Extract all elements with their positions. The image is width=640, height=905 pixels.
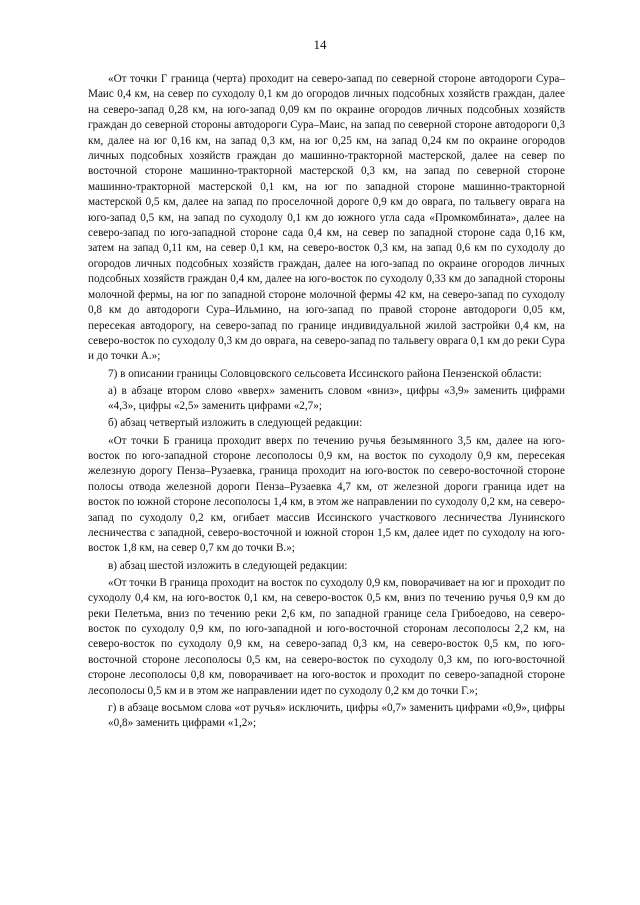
page-number: 14 [313,37,327,52]
paragraph-item-7g: г) в абзаце восьмом слова «от ручья» исключить, цифры «0,7» заменить цифрами «0,9», цифры «0,8» заменить цифрами «1,2»; [108,701,565,730]
paragraph-item-7b: б) абзац четвертый изложить в следующей редакции: [108,417,363,430]
document-body [88,72,565,732]
paragraph-item-7v: в) абзац шестой изложить в следующей редакции: [108,559,348,572]
paragraph-boundary-point-b: «От точки Б граница проходит вверх по течению ручья безымянного 3,5 км, далее на юго-восток по юго-западной стороне лесополосы 0,9 км, на восток по суходолу 0,9 км, пересекая железную дорогу Пенза–Рузаевка, граница проходит на юго-восток по северо-восточной стороне полосы отвода железной дороги Пенза–Рузаевка 4,7 км, от железной дороги граница идет на восток по южной стороне лесополосы 1,4 км, в этом же направлении по суходолу 0,2 км, на северо-запад по суходолу 0,2 км, огибает массив Иссинского участкового лесничества Лунинского лесничества с западной, северо-восточной и южной сторон 1,5 км, далее идет по суходолу на юго-восток 1,8 км, на север 0,7 км до точки В.»; [88,434,565,555]
paragraph-item-7a: а) в абзаце втором слово «вверх» заменить словом «вниз», цифры «3,9» заменить цифрами «4,3», цифры «2,5» заменить цифрами «2,7»; [108,384,565,413]
paragraph-item-7: 7) в описании границы Соловцовского сельсовета Иссинского района Пензенской области: [108,367,542,380]
paragraph-boundary-gorodishche: «От точки Г граница (черта) проходит на северо-запад по северной стороне автодороги Сура–Маис 0,4 км, на север по суходолу 0,1 км до огородов личных подсобных хозяйств граждан, далее на северо-запад 0,28 км, на юго-запад 0,09 км по окраине огородов личных подсобных хозяйств граждан до северной стороны автодороги Сура–Маис, на запад по северной стороне автодороги 0,3 км, далее на юг 0,16 км, на запад 0,3 км, на юг 0,25 км, на запад 0,24 км по окраине огородов личных подсобных хозяйств граждан до машинно-тракторной мастерской, далее на север по восточной стороне машинно-тракторной мастерской 0,3 км, на запад по северной стороне машинно-тракторной мастерской 0,1 км, на юг по западной стороне машинно-тракторной мастерской 0,5 км, далее на запад по проселочной дороге 0,9 км до оврага, по тальвегу оврага на юго-запад 0,5 км, на запад по суходолу 0,1 км до южного угла сада «Промкомбината», далее на северо-запад по юго-западной стороне сада 0,4 км, на север по западной стороне сада 0,16 км, затем на запад 0,11 км, на север 0,1 км, на северо-восток 0,3 км, на запад 0,6 км по суходолу до огородов личных подсобных хозяйств граждан, далее на юго-запад по окраине огородов личных подсобных хозяйств граждан 0,4 км, далее на юго-восток по суходолу 0,33 км до западной стороны молочной фермы, на юг по западной стороне молочной фермы 42 км, на северо-запад по суходолу 0,8 км до автодороги Сура–Ильмино, на юго-запад по правой стороне автодороги 0,05 км, пересекая автодорогу, на северо-запад по границе индивидуальной жилой застройки 0,4 км, на северо-восток по суходолу 0,3 км до оврага, на северо-запад по тальвегу оврага 0,1 км до реки Сура и до точки А.»; [88,73,565,363]
paragraph-boundary-point-v: «От точки В граница проходит на восток по суходолу 0,9 км, поворачивает на юг и проходит по суходолу 0,4 км, на юго-восток 0,1 км, на северо-восток 0,5 км, вниз по течению ручья 0,9 км до реки Пелетьма, вниз по течению реки 2,6 км, по западной границе села Грибоедово, на северо-восток по суходолу 0,9 км, по юго-западной и юго-восточной сторонам лесополосы 2,2 км, на северо-восток по суходолу 0,9 км, на северо-запад 0,3 км, на северо-восток 0,5 км, по юго-восточной стороне лесополосы 0,5 км, на северо-восток по суходолу 0,3 км, по юго-восточной стороне лесополосы 0,8 км, поворачивает на юго-восток и проходит по северо-западной стороне лесополосы 0,5 км и в этом же направлении идет по суходолу 0,2 км до точки Г.»; [88,576,565,697]
